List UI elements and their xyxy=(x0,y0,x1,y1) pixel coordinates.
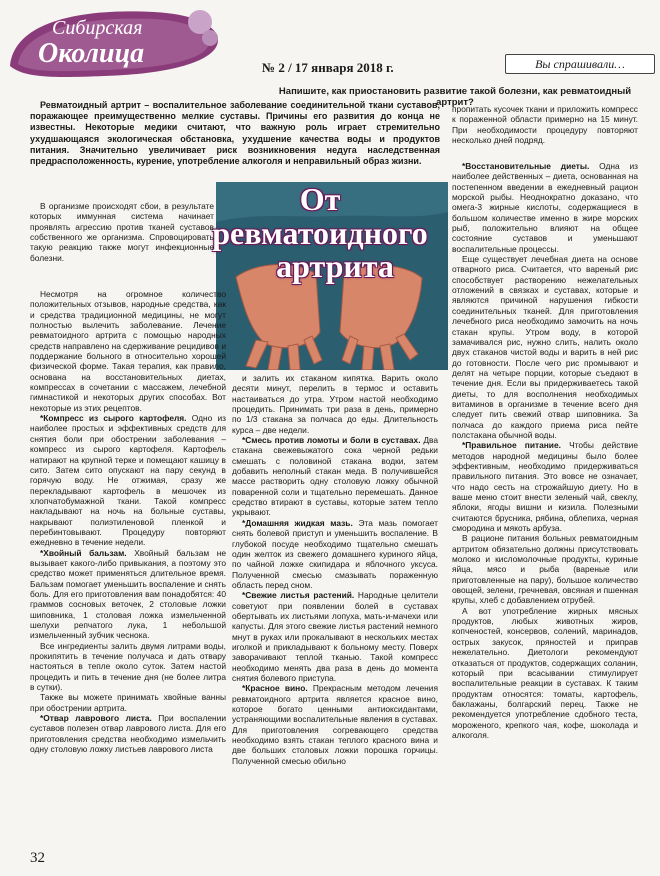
paragraph-ointment xyxy=(232,518,438,590)
subhead-diets: *Восстановительные диеты. xyxy=(462,161,590,171)
paragraph-text: Одно из наиболее простых и эффективных средств для снятия боли при обострении заболевания – компресс из сырого картофеля. Картофель натирают на крупной терке и помещают кашицу в сито. Затем сито опускают на пару секунд в горячую воду. Не отжимая, сразу же перекладывают картофель в мешочек из хлопчатобумажной ткани. Такой компресс накладывают на ночь на больные суставы, накрывают полиэтиленовой пленкой и перебинтовывают. Процедуру повторяют ежедневно в течение недели. xyxy=(30,413,226,548)
issue-date: № 2 / 17 января 2018 г. xyxy=(262,60,394,75)
paragraph-wine xyxy=(232,683,438,766)
paragraph: пропитать кусочек ткани и приложить компресс к пораженной области примерно на 15 минут. При необходимости процедуру повторяют несколько дней подряд. xyxy=(452,104,638,146)
paragraph-text: Эта мазь помогает снять болевой приступ и уменьшить воспаление. В глубокой посуде необходимо тщательно смешать один желток из свежего домашнего куриного яйца, по чайной ложке скипидара и яблочного уксуса. Полученной смесью смазывать пораженную область перед сном. xyxy=(232,517,439,590)
subhead-potato: *Компресс из сырого картофеля. xyxy=(40,413,187,424)
reader-question: Напишите, как приостановить развитие такой болезни, как ревматоидный артрит? xyxy=(278,86,632,108)
headline-line1: От ревматоидного xyxy=(212,181,428,251)
logo-line2: Околица xyxy=(38,38,145,69)
subhead-balsam: *Хвойный бальзам. xyxy=(40,547,127,558)
paragraph: Все ингредиенты залить двумя литрами воды, прокипятить в течение получаса и дать отвару настояться в тепле около суток. Затем настой процедить и пить в течение дня (не более литра в сутки). xyxy=(30,640,226,693)
paragraph-nutrition xyxy=(452,440,638,533)
paragraph-leaves xyxy=(232,590,438,683)
paragraph: и залить их стаканом кипятка. Варить около десяти минут, перелить в термос и оставить настаиваться до утра. Утром настой необходимо процедить. Принимать три раза в день, примерно по 1/3 стакана за полчаса до еды. Длительность курса – две недели. xyxy=(232,373,438,435)
paragraph: Также вы можете принимать хвойные ванны при обострении артрита. xyxy=(30,692,226,713)
paragraph: В рационе питания больных ревматоидным артритом обязательно должны присутствовать молоко и кисломолочные продукты, куриные яйца, мясо и рыба (вареные или приготовленные на пару), большое количество овощей, зелени, гречневая, овсяная и пшенная крупы, хлеб с добавлением отрубей. xyxy=(452,533,638,606)
subhead-radish: *Смесь против ломоты и боли в суставах. xyxy=(242,435,421,446)
column-right xyxy=(452,161,638,740)
paragraph-radish xyxy=(232,435,438,518)
subhead-wine: *Красное вино. xyxy=(242,683,308,694)
page-number: 32 xyxy=(30,850,45,866)
rubric-label: Вы спрашивали… xyxy=(505,54,655,74)
subhead-laurel: *Отвар лаврового листа. xyxy=(40,713,152,724)
column-right-top xyxy=(452,104,638,145)
paragraph-text: Прекрасным методом лечения ревматоидного артрита является красное вино, которое богато ценными антиоксидантами, устраняющими воспалительные явления в суставах. Для приготовления согревающего средства необходимо взять стакан теплого красного вина и две больших столовых ложки порошка горчицы. Полученной смесью обильно xyxy=(232,683,438,766)
paragraph: В организме происходят сбои, в результате которых иммунная система начинает проявлять агрессию против тканей суставов собственного же организма. Спровоцировать такую реакцию также могут инфекционные болезни. xyxy=(30,201,214,263)
paragraph-text: Одна из наиболее действенных – диета, основанная на постепенном введении в ежедневный рацион морской рыбы. Неоднократно доказано, что омега-3 жирные кислоты, содержащиеся в большом количестве именно в жире морских рыб, положительно влияют на общее состояние суставов и уменьшают воспалительные процессы. xyxy=(452,161,638,254)
headline-line2: артрита xyxy=(276,248,394,284)
paragraph-text: Хвойный бальзам не вызывает какого-либо привыкания, а поэтому это средство может применяться длительное время. Бальзам помогает уменьшить воспаление и снять боль. Для его приготовления вам понадобятся: 40 граммов сосновых веточек, 2 столовые ложки шиповника, 1 столовая ложка измельченной шелухи репчатого лука, 1 небольшой измельченный зубчик чеснока. xyxy=(30,547,226,641)
paragraph: Несмотря на огромное количество положительных отзывов, народные средства, как и средства традиционной медицины, не могут полностью вылечить заболевание. Лечение ревматоидного артрита с помощью народных средств направлено на сдерживание рецидивов и поддержание больного в относительно хорошей физической форме. Такая терапия, как правило, основана на восстановительных диетах, компрессах в сочетании с массажем, лечебной гимнастикой и некоторых других способах. Вот некоторые из этих рецептов. xyxy=(30,289,226,413)
subhead-nutrition: *Правильное питание. xyxy=(462,440,561,451)
intro-text: Ревматоидный артрит – воспалительное заболевание соединительной ткани суставов, поражающее преимущественно мелкие суставы. Причины его развития до конца не известны. Некоторые медики считают, что важную роль играет стремительно ухудшающаяся экологическая обстановка, ухудшение качества воды и продуктов питания. Значительно увеличивает риск возникновения недуга наследственная предрасположенность, курение, употребление алкоголя и неправильный образ жизни. xyxy=(30,100,440,167)
logo-line1: Сибирская xyxy=(52,17,143,39)
subhead-ointment: *Домашняя жидкая мазь. xyxy=(242,517,353,528)
paragraph-text: Чтобы действие методов народной медицины было более эффективным, необходимо придерживаться правильного питания. Это вовсе не означает, что надо сесть на строжайшую диету. Но в ваше меню стоит внести зеленый чай, свеклу, яблоки, ягоды вишни и кизила. Полезными считаются брусника, рябина, облепиха, черная смородина и мякоть арбуза. xyxy=(452,440,639,534)
paragraph-text: Народные целители советуют при появлении болей в суставах обертывать их листьями лопуха, мать-и-мачехи или капусты. Для этого свежие листья растений немного мнут в руках или прокалывают в нескольких местах иголкой и прикладывают к больному месту. Поверх заворачивают теплой тканью. Такой компресс необходимо менять два раза в день до момента снятия болевого приступа. xyxy=(232,590,438,683)
intro-paragraph xyxy=(30,100,440,167)
column-middle xyxy=(232,373,438,766)
paragraph-potato xyxy=(30,413,226,547)
magazine-logo xyxy=(4,4,224,82)
column-left xyxy=(30,289,226,754)
column-left-top xyxy=(30,201,214,263)
paragraph: А вот употребление жирных мясных продуктов, любых животных жиров, копченостей, консервов, солений, маринадов, острых закусок, пряностей и приправ нежелательно. Диетологи рекомендуют отказаться от продуктов, содержащих соланин, который при всасывании стимулирует воспалительные реакции в суставах. К таким продуктам относятся: томаты, картофель, баклажаны, болгарский перец. Также не рекомендуется употребление сдобного теста, мороженого, крепкого чая, кофе, шоколада и алкоголя. xyxy=(452,605,638,740)
paragraph-text: При воспалении суставов полезен отвар лаврового листа. Для его приготовления средства необходимо измельчить одну столовую ложку листьев лаврового листа xyxy=(30,713,226,755)
article-headline xyxy=(190,182,450,282)
paragraph-diets xyxy=(452,161,638,254)
subhead-leaves: *Свежие листья растений. xyxy=(242,590,355,601)
paragraph-laurel xyxy=(30,713,226,754)
paragraph-balsam xyxy=(30,548,226,641)
paragraph-text: Два стакана свежевыжатого сока черной редьки смешать с половиной стакана водки, затем добавить неполный стакан меда. В получившейся массе растворить одну столовую ложку обычной поваренной соли и тщательно перемешать. Данное средство втирают в суставы, которые затем тепло укрывают. xyxy=(232,435,438,518)
paragraph: Еще существует лечебная диета на основе отварного риса. Считается, что вареный рис способствует растворению нежелательных отложений в связках и суставах, которые и являются причиной нарушения гибкости соединительных тканей. Для приготовления лечебного риса необходимо замочить на ночь стакан крупы. Утром воду, в которой замачивался рис, нужно слить, налить около двух стаканов чистой воды и варить в ней рис до готовности. После чего рис промывают и делят на четыре порции, которые съедают в течение дня. Если вы придерживаетесь такой диеты, то для восполнения необходимых витаминов в организме в течение всего дня следует пить свежий отвар шиповника. За полчаса до каждого приема риса пейте полстакана обычной воды. xyxy=(452,254,638,440)
